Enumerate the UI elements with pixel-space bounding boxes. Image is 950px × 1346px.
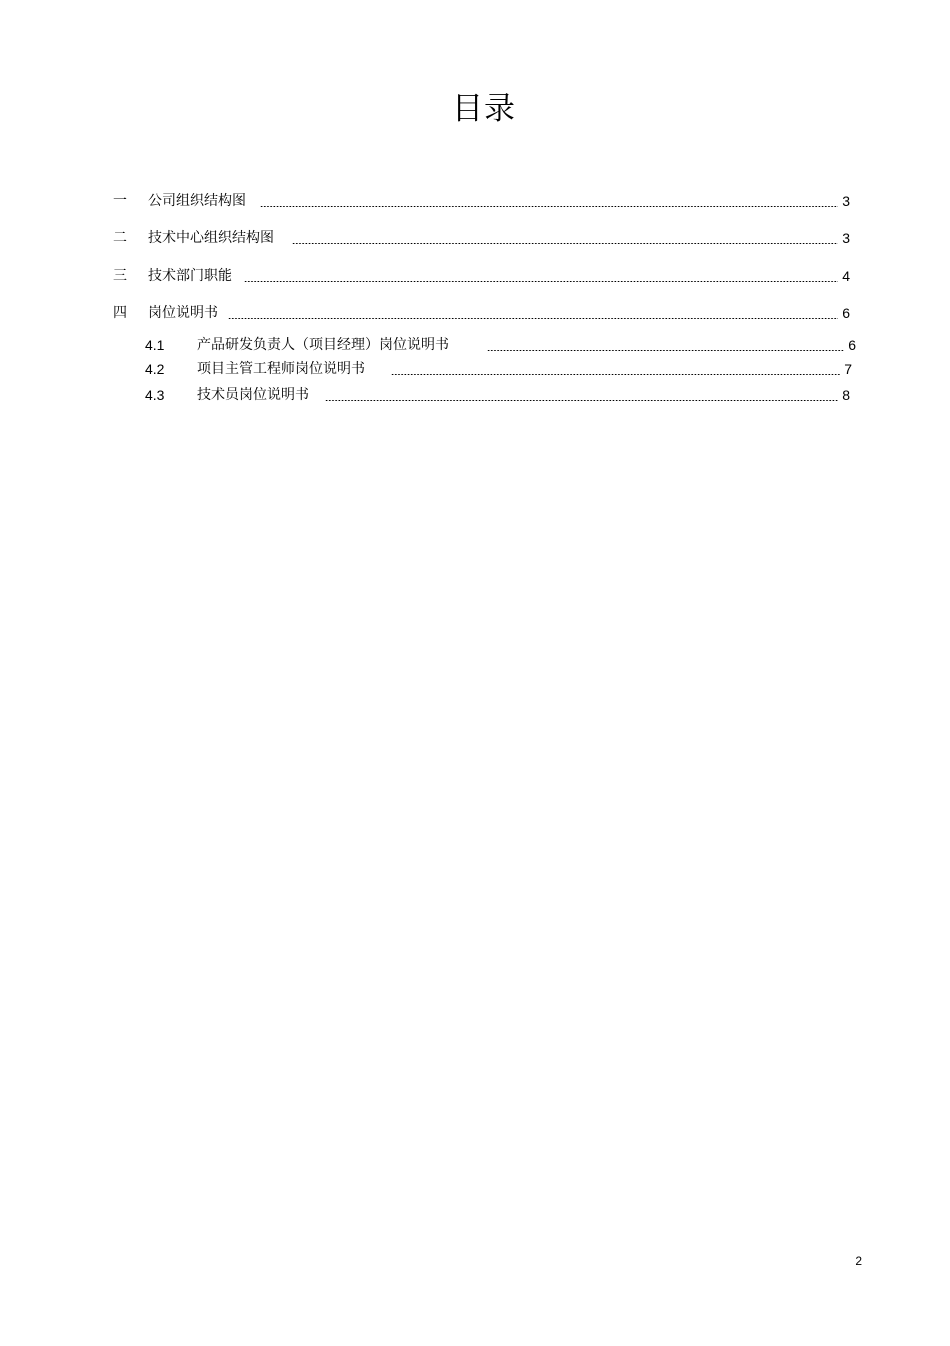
toc-entry-title: 技术中心组织结构图: [148, 230, 274, 246]
toc-entry-title: 技术员岗位说明书: [197, 387, 309, 403]
toc-entry-title: 产品研发负责人（项目经理）岗位说明书: [197, 337, 449, 353]
toc-entry-3[interactable]: [113, 265, 850, 287]
toc-entry-title: 技术部门职能: [148, 268, 232, 284]
toc-entry-number: 三: [113, 268, 127, 284]
toc-entry-page: 3: [842, 193, 850, 209]
toc-dot-leader: [325, 400, 838, 401]
toc-entry-1[interactable]: [113, 190, 850, 212]
toc-entry-title: 岗位说明书: [148, 305, 218, 321]
toc-entry-number: 四: [113, 305, 127, 321]
toc-entry-number: 4.2: [145, 361, 165, 377]
toc-entry-page: 4: [842, 268, 850, 284]
toc-dot-leader: [292, 243, 838, 244]
toc-entry-4[interactable]: [113, 302, 850, 324]
toc-entry-page: 8: [842, 387, 850, 403]
toc-subentry-3[interactable]: [145, 384, 850, 406]
toc-dot-leader: [487, 350, 844, 351]
toc-subentry-1[interactable]: [145, 334, 856, 356]
toc-entry-number: 4.1: [145, 337, 165, 353]
toc-dot-leader: [391, 374, 840, 375]
toc-entry-page: 6: [848, 337, 856, 353]
toc-entry-page: 6: [842, 305, 850, 321]
toc-entry-page: 7: [844, 361, 852, 377]
toc-entry-number: 一: [113, 193, 127, 209]
toc-dot-leader: [260, 206, 838, 207]
toc-entry-number: 4.3: [145, 387, 165, 403]
toc-subentry-2[interactable]: [145, 358, 852, 380]
page-number: 2: [855, 1254, 862, 1268]
toc-dot-leader: [244, 281, 838, 282]
toc-entry-title: 项目主管工程师岗位说明书: [197, 361, 365, 377]
page-title: 目录: [452, 91, 516, 127]
toc-entry-2[interactable]: [113, 227, 850, 249]
toc-dot-leader: [228, 318, 838, 319]
toc-entry-page: 3: [842, 230, 850, 246]
toc-entry-title: 公司组织结构图: [148, 193, 246, 209]
toc-entry-number: 二: [113, 230, 127, 246]
